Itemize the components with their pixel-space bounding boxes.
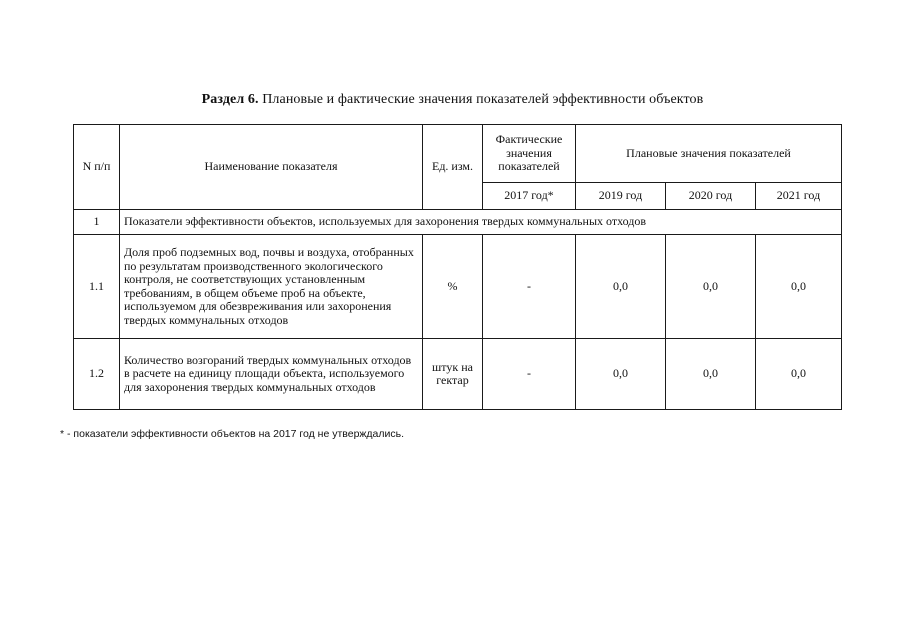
table-row xyxy=(74,339,842,410)
row-name: Доля проб подземных вод, почвы и воздуха, отобранных по результатам производственного экологического контроля, не соответствующих установленным требованиям, в общем объеме проб на объекте, используемом для обезвреживания или захоронения твердых коммунальных отходов xyxy=(120,235,423,339)
row-fact: - xyxy=(483,339,576,410)
header-name: Наименование показателя xyxy=(120,125,423,210)
row-plan-value: 0,0 xyxy=(666,235,756,339)
row-plan-value: 0,0 xyxy=(576,339,666,410)
header-fact-year: 2017 год* xyxy=(483,183,576,210)
section-row xyxy=(74,210,842,235)
row-unit: штук на гектар xyxy=(423,339,483,410)
header-row xyxy=(74,125,842,183)
header-fact: Фактические значения показателей xyxy=(483,125,576,183)
row-plan-value: 0,0 xyxy=(756,235,842,339)
section-title-text: Плановые и фактические значения показателей эффективности объектов xyxy=(258,92,704,107)
row-unit: % xyxy=(423,235,483,339)
row-num: 1.2 xyxy=(74,339,120,410)
row-plan-value: 0,0 xyxy=(666,339,756,410)
row-num: 1.1 xyxy=(74,235,120,339)
row-plan-value: 0,0 xyxy=(756,339,842,410)
header-plan-year: 2019 год xyxy=(576,183,666,210)
header-plan-year: 2020 год xyxy=(666,183,756,210)
section-text: Показатели эффективности объектов, используемых для захоронения твердых коммунальных отходов xyxy=(120,210,842,235)
header-plan: Плановые значения показателей xyxy=(576,125,842,183)
table-row xyxy=(74,235,842,339)
page-title xyxy=(0,92,905,108)
row-plan-value: 0,0 xyxy=(576,235,666,339)
header-unit: Ед. изм. xyxy=(423,125,483,210)
section-number: Раздел 6. xyxy=(201,92,259,107)
indicators-table xyxy=(73,124,842,410)
header-num: N п/п xyxy=(74,125,120,210)
section-num: 1 xyxy=(74,210,120,235)
footnote: * - показатели эффективности объектов на 2017 год не утверждались. xyxy=(60,428,405,440)
header-plan-year: 2021 год xyxy=(756,183,842,210)
row-name: Количество возгораний твердых коммунальных отходов в расчете на единицу площади объекта, используемого для захоронения твердых коммунальных отходов xyxy=(120,339,423,410)
row-fact: - xyxy=(483,235,576,339)
